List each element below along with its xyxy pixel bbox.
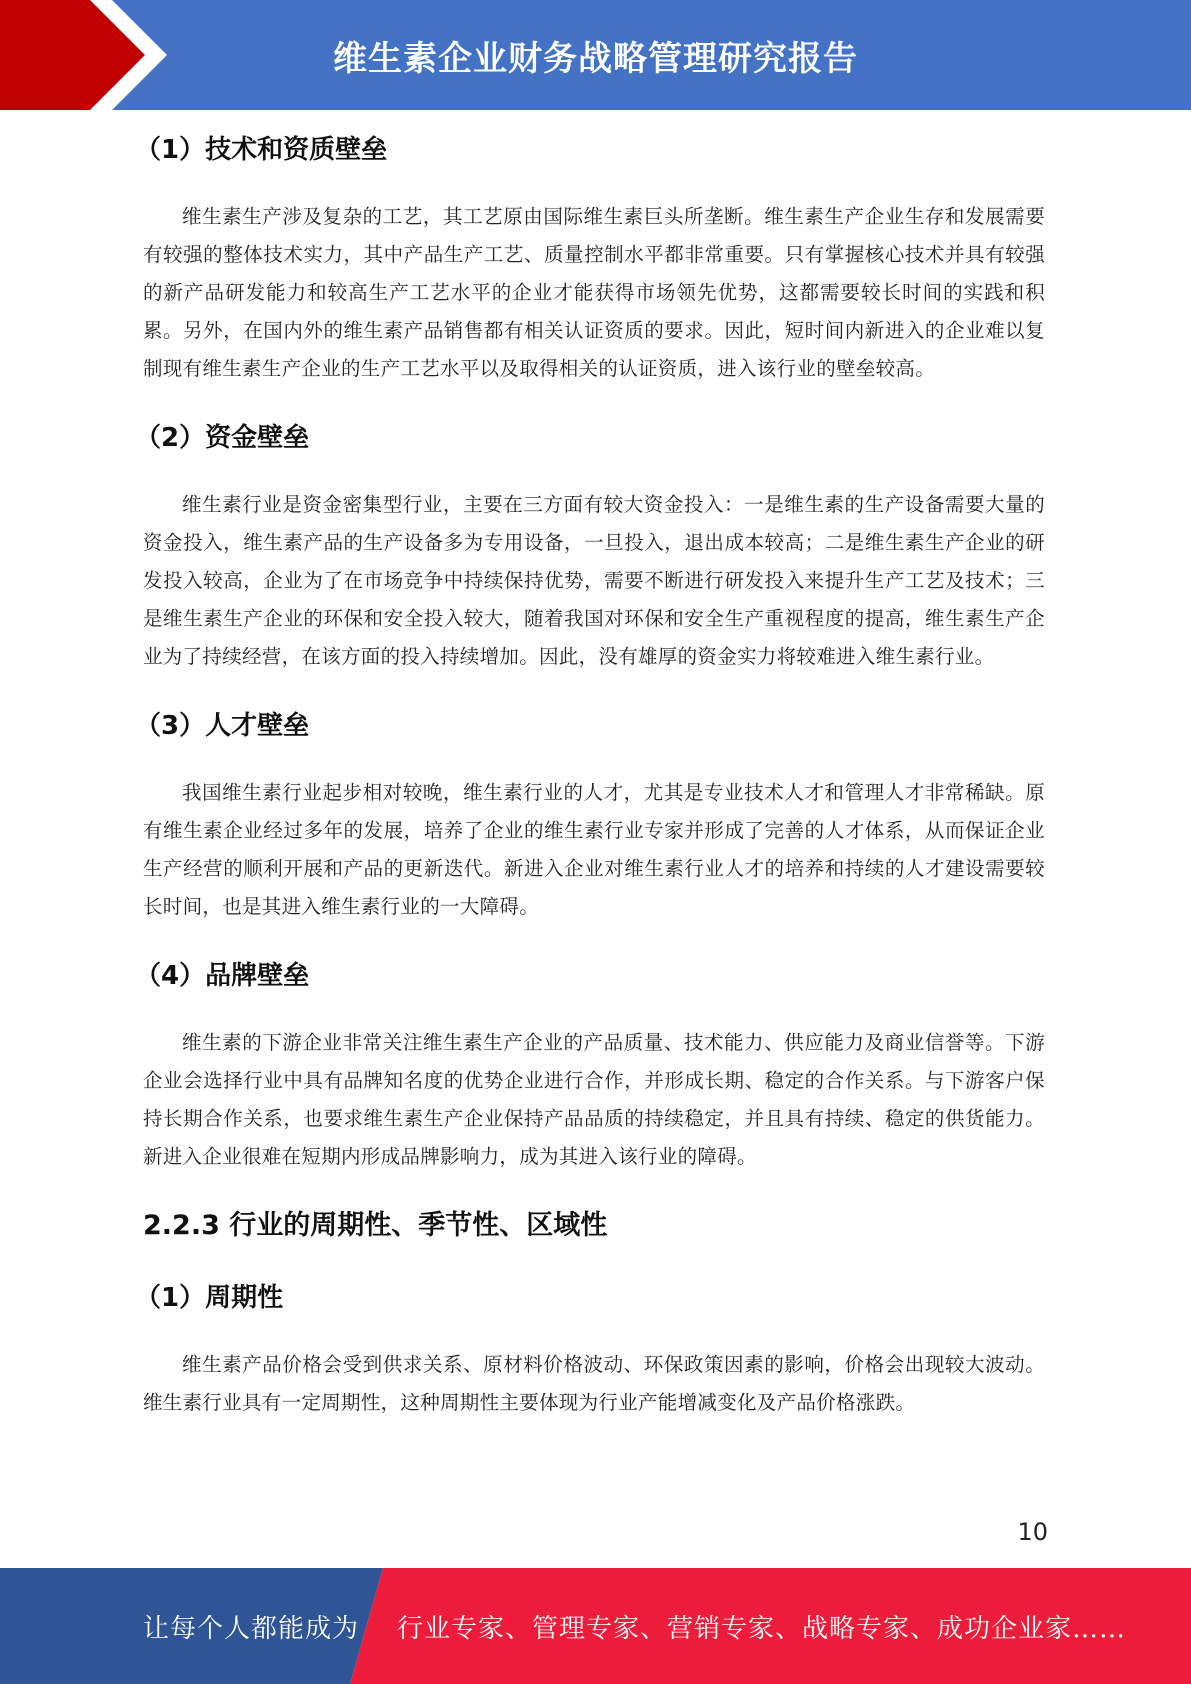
footer-slogan-left: 让每个人都能成为	[143, 1613, 360, 1644]
section-heading-brand-barrier: （4）品牌壁垒	[135, 961, 310, 991]
section-paragraph-talent-barrier: 我国维生素行业起步相对较晚，维生素行业的人才，尤其是专业技术人才和管理人才非常稀缺。原有维生素企业经过多年的发展，培养了企业的维生素行业专家并形成了完善的人才体系，从而保证企业生产经营的顺利开展和产品的更新迭代。新进入企业对维生素行业人才的培养和持续的人才建设需要较长时间，也是其进入维生素行业的一大障碍。	[143, 781, 1045, 918]
subsection-item-heading-cyclicality: （1）周期性	[135, 1283, 284, 1313]
page-number: 10	[1017, 1518, 1048, 1546]
subsection-item-paragraph-cyclicality: 维生素产品价格会受到供求关系、原材料价格波动、环保政策因素的影响，价格会出现较大波动。维生素行业具有一定周期性，这种周期性主要体现为行业产能增减变化及产品价格涨跌。	[143, 1353, 1045, 1414]
section-paragraph-brand-barrier: 维生素的下游企业非常关注维生素生产企业的产品质量、技术能力、供应能力及商业信誉等。下游企业会选择行业中具有品牌知名度的优势企业进行合作，并形成长期、稳定的合作关系。与下游客户保持长期合作关系，也要求维生素生产企业保持产品品质的持续稳定，并且具有持续、稳定的供货能力。新进入企业很难在短期内形成品牌影响力，成为其进入该行业的障碍。	[143, 1031, 1045, 1168]
report-title: 维生素企业财务战略管理研究报告	[333, 38, 858, 79]
document-body	[135, 118, 1045, 1422]
page-footer	[0, 1568, 1191, 1684]
section-heading-capital-barrier: （2）资金壁垒	[135, 423, 310, 453]
section-heading-tech-barrier: （1）技术和资质壁垒	[135, 135, 388, 165]
section-paragraph-capital-barrier: 维生素行业是资金密集型行业，主要在三方面有较大资金投入：一是维生素的生产设备需要大量的资金投入，维生素产品的生产设备多为专用设备，一旦投入，退出成本较高；二是维生素生产企业的研发投入较高，企业为了在市场竞争中持续保持优势，需要不断进行研发投入来提升生产工艺及技术；三是维生素生产企业的环保和安全投入较大，随着我国对环保和安全生产重视程度的提高，维生素生产企业为了持续经营，在该方面的投入持续增加。因此，没有雄厚的资金实力将较难进入维生素行业。	[143, 493, 1045, 668]
subsection-heading: 2.2.3 行业的周期性、季节性、区域性	[143, 1210, 608, 1241]
section-heading-talent-barrier: （3）人才壁垒	[135, 711, 310, 741]
section-paragraph-tech-barrier: 维生素生产涉及复杂的工艺，其工艺原由国际维生素巨头所垄断。维生素生产企业生存和发展需要有较强的整体技术实力，其中产品生产工艺、质量控制水平都非常重要。只有掌握核心技术并具有较强的新产品研发能力和较高生产工艺水平的企业才能获得市场领先优势，这都需要较长时间的实践和积累。另外，在国内外的维生素产品销售都有相关认证资质的要求。因此，短时间内新进入的企业难以复制现有维生素生产企业的生产工艺水平以及取得相关的认证资质，进入该行业的壁垒较高。	[143, 205, 1045, 380]
page-header	[0, 0, 1191, 110]
footer-slogan-right: 行业专家、管理专家、营销专家、战略专家、成功企业家……	[397, 1613, 1127, 1644]
